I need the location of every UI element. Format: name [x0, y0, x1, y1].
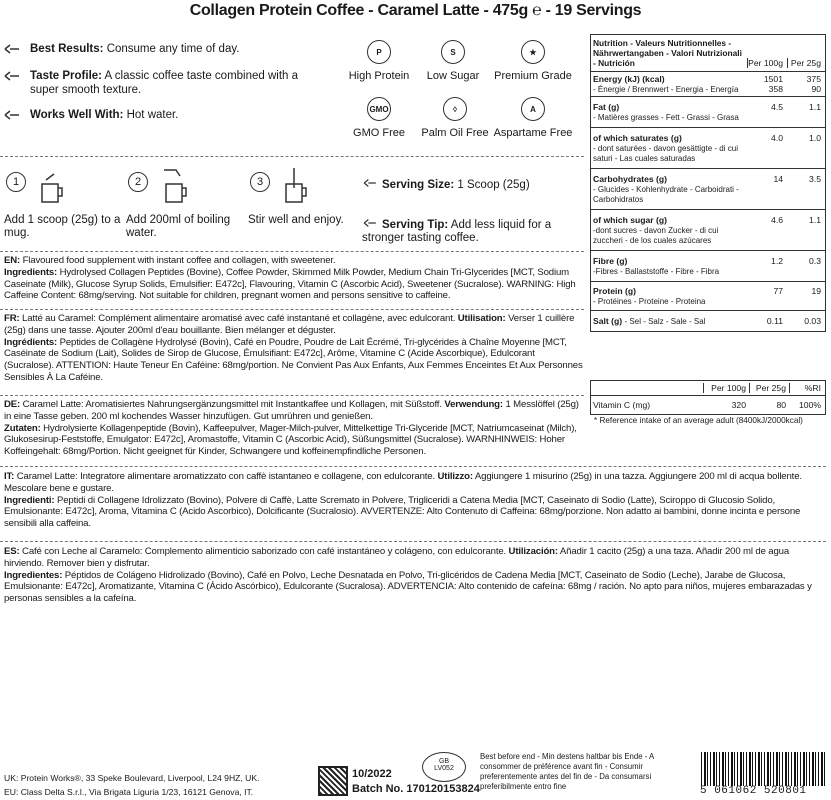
gmo-icon: GMO	[367, 97, 391, 121]
nutrition-row: Carbohydrates (g) - Glucides - Kohlenhydrate - Carboidrati - Carbohidratos 14 3.5	[591, 168, 825, 209]
address-uk: UK: Protein Works®, 33 Speke Boulevard, Liverpool, L24 9HZ, UK.	[4, 773, 260, 783]
protein-icon: P	[367, 40, 391, 64]
vitamin-header: Per 100g Per 25g %RI	[591, 381, 825, 395]
reference-note: * Reference intake of an average adult (8400kJ/2000kcal)	[594, 416, 803, 425]
best-before-text: Best before end - Min destens haltbar bis Ende - A consommer de préférence avant fin - Consumir preferentemente antes del fin de - Da consumarsi preferibilmente entro fine	[480, 752, 654, 791]
nutrition-header: Nutrition - Valeurs Nutritionnelles - Nährwertangaben - Valori Nutrizionali - Nutrición Per 100g Per 25g	[593, 38, 821, 68]
health-mark: GB LV052	[422, 752, 466, 782]
mug-scoop-icon	[40, 170, 66, 204]
badge-gmo-free: GMO GMO Free	[334, 97, 424, 139]
divider	[0, 309, 584, 310]
nutrition-row: Fibre (g) -Fibres - Ballaststoffe - Fibre - Fibra 1.2 0.3	[591, 250, 825, 281]
coffee-bean-icon	[4, 109, 20, 121]
divider	[0, 466, 826, 467]
serving-tip: Serving Tip: Add less liquid for a stronger tasting coffee.	[362, 219, 552, 244]
address-eu: EU: Class Delta S.r.l., Via Brigata Liguria 1/23, 16121 Genova, IT.	[4, 787, 254, 797]
stir-mug-icon	[284, 166, 310, 204]
step-text: Add 200ml of boiling water.	[126, 214, 231, 239]
divider	[0, 156, 584, 157]
qr-code	[318, 766, 348, 796]
product-title: Collagen Protein Coffee - Caramel Latte - 475g ℮ - 19 Servings	[189, 2, 642, 19]
kettle-mug-icon	[162, 166, 190, 204]
step-number: 1	[6, 172, 26, 192]
molecule-icon: A	[521, 97, 545, 121]
coffee-bean-icon	[4, 43, 20, 55]
divider	[0, 395, 584, 396]
vitamin-row: Vitamin C (mg) 320 80 100%	[591, 395, 825, 414]
step-text: Add 1 scoop (25g) to a mug.	[4, 214, 121, 239]
trophy-icon: ★	[521, 40, 545, 64]
nutrition-table	[590, 34, 826, 332]
batch-number: Batch No. 170120153824	[352, 783, 480, 795]
nutrition-row: of which saturates (g) - dont saturées - davon gesättigte - di cui saturi - Las cuales saturadas 4.0 1.0	[591, 127, 825, 168]
lang-block-es: ES: Café con Leche al Caramelo: Complemento alimenticio saborizado con café instantáneo y colágeno, con edulcorante. Utilización: Añadir 1 cacito (25g) a una taza. Añadir 200 ml de agua hirviendo. Remover bien y disfrutar. Ingredientes: Péptidos de Colágeno Hidrolizado (Bovino), Café en Polvo, Leche Desnatada en Polvo, Tri-glicéridos de Cadena Media [MCT, Caseinato de Sodio (Leche), Jarabe de Glucosa, Emulsionante: E472c], Aromatizante, Vitamina C (Ácido Ascórbico), Edulcorante (Sucralosa). ADVERTENCIA: Alto contenido de cafeína: 68mg / ración. No apto para niños, mujeres embarazadas y personas sensibles a la cafeína.	[4, 546, 812, 605]
serving-size: Serving Size: 1 Scoop (25g)	[362, 178, 582, 192]
feature-best-results: Best Results: Consume any time of day.	[4, 42, 326, 56]
vitamin-table	[590, 380, 826, 415]
nutrition-row: of which sugar (g) -dont sucres - davon Zucker - di cui zuccheri - de los cuales azúcares 4.6 1.1	[591, 209, 825, 250]
nutrition-row: Salt (g) - Sel - Salz - Sale - Sal 0.11 0.03	[591, 310, 825, 331]
coffee-bean-icon	[362, 178, 378, 188]
barcode-number: 5 061062 520801	[700, 785, 807, 797]
barcode	[701, 752, 825, 786]
divider	[0, 541, 826, 542]
step-number: 3	[250, 172, 270, 192]
badge-palm-oil-free: ◊ Palm Oil Free	[410, 97, 500, 139]
coffee-bean-icon	[4, 70, 20, 82]
lang-block-de: DE: Caramel Latte: Aromatisiertes Nahrungsergänzungsmittel mit Instantkaffee und Kollagen, mit Süßstoff. Verwendung: 1 Messlöffel (25g) in eine Tasse geben. 200 ml kochendes Wasser hinzufügen. Gut umrühren und genießen. Zutaten: Hydrolysierte Kollagenpeptide (Bovin), Kaffeepulver, Mager-Milch-pulver, Mittelkettige Tri-Glyceride [MCT, Natriumcaseinat (Milch), Glukosesirup-Feststoffe, Emulgator: E472c], Aromastoffe, Vitamin C (Ascorbic Acid), Süßungsmittel (Sucralose). WARNHINWEIS: Hoher Koffeingehalt: 68mg/Portion. Nicht geeignet für Kinder, Schwangere und koffeinempfindliche Personen.	[4, 399, 579, 458]
best-before-date: 10/2022	[352, 768, 392, 780]
nutrition-row: Fat (g) - Matières grasses - Fett - Grassi - Grasa 4.5 1.1	[591, 96, 825, 127]
lang-block-fr: FR: Latté au Caramel: Complément alimentaire aromatisé avec café instantané et collagène, avec edulcorant. Utilisation: Verser 1 cuillère (25g) dans une tasse. Ajouter 200ml d'eau bouillante. Bien mélanger et déguster. Ingrédients: Peptides de Collagène Hydrolysé (Bovin), Café en Poudre, Poudre de Lait Écrémé, Tri-glycérides à Chaîne Moyenne [MCT, Caséinate de Sodium (Lait), Solides de Sirop de Glucose, Émulsifiant: E472c], Arôme, Vitamine C (Acide Ascorbique), Edulcorant (Sucralose). ATTENTION: Haute Teneur En Caféine: 68mg/portion. Ne Convient Pas Aux Enfants, Aux Femmes Enceintes Et Aux Personnes Sensibles À La Caféine.	[4, 313, 583, 383]
step-text: Stir well and enjoy.	[248, 214, 344, 226]
divider	[0, 251, 584, 252]
step-number: 2	[128, 172, 148, 192]
drop-icon: ◊	[443, 97, 467, 121]
badge-low-sugar: S Low Sugar	[408, 40, 498, 82]
sugar-icon: S	[441, 40, 465, 64]
badge-premium: ★ Premium Grade	[488, 40, 578, 82]
coffee-bean-icon	[362, 218, 378, 228]
nutrition-row: Protein (g) - Protéines - Proteine - Proteina 77 19	[591, 281, 825, 310]
feature-taste-profile: Taste Profile: A classic coffee taste combined with a super smooth texture.	[4, 69, 326, 97]
lang-block-en: EN: Flavoured food supplement with instant coffee and collagen, with sweetener. Ingredients: Hydrolysed Collagen Peptides (Bovine), Coffee Powder, Skimmed Milk Powder, Medium Chain Tri-Glycerides [MCT, Sodium Caseinate (Milk), Glucose Syrup Solids, Emulsifier: E472c], Flavouring, Vitamin C (Ascorbic Acid), Sweetener (Sucralose). WARNING: High Caffeine Content: 68mg/serving. Not suitable for children, pregnant women and persons sensitive to caffeine.	[4, 255, 576, 302]
lang-block-it: IT: Caramel Latte: Integratore alimentare aromatizzato con caffè istantaneo e collagene, con edulcorante. Utilizzo: Aggiungere 1 misurino (25g) in una tazza. Aggiungere 200 ml di acqua bollente. Mescolare bene e gustare. Ingredienti: Peptidi di Collagene Idrolizzato (Bovino), Polvere di Caffè, Latte Scremato in Polvere, Trigliceridi a Catena Media [MCT, Caseinato di Sodio (Latte), Sciroppo di Glucosio Solido, Emulsionante: E472c], Aroma, Vitamina C (Acido Ascorbico), Dolcificante (Sucralosio). AVVERTENZE: Alto Contenuto di Caffeina: 68mg/porzione. Non adatto ai bambini, donne incinta e persone sensibili alla caffeina.	[4, 471, 802, 530]
feature-works-with: Works Well With: Hot water.	[4, 108, 326, 122]
badge-high-protein: P High Protein	[334, 40, 424, 82]
badge-aspartame-free: A Aspartame Free	[488, 97, 578, 139]
nutrition-row: Energy (kJ) (kcal) - Énergie / Brennwert - Energia - Energía 1501 358 375 90	[591, 71, 825, 96]
